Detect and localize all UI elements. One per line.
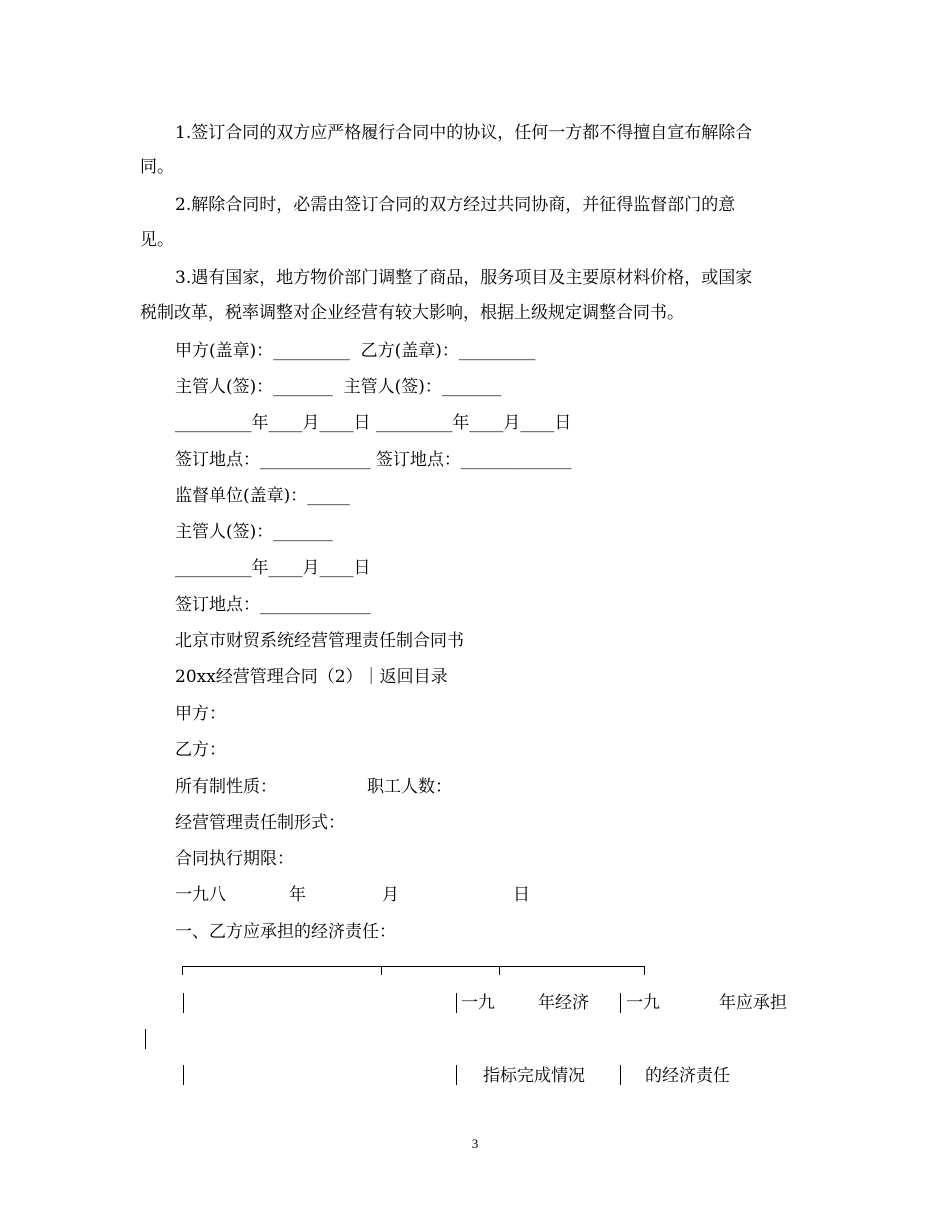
clause-3-line-2: 税制改革，税率调整对企业经营有较大影响，根据上级规定调整合同书。 (140, 303, 684, 323)
page-number: 3 (471, 1136, 479, 1151)
term-month-label: 月 (382, 885, 399, 905)
clause-2-line-2: 见。 (140, 230, 174, 250)
table-col2-row2: 指标完成情况 (483, 1066, 585, 1086)
clause-2-line-1: 2.解除合同时，必需由签订合同的双方经过共同协商，并征得监督部门的意 (175, 195, 736, 215)
contract-subtitle: 20xx经营管理合同（2）｜返回目录 (175, 667, 448, 687)
table-row2-bar-left (183, 1065, 184, 1085)
table-row1-bar-left (183, 993, 184, 1013)
term-year-prefix: 一九八 (175, 885, 226, 905)
term-day-label: 日 (513, 885, 530, 905)
party-seal-line: 甲方(盖章)：_________ 乙方(盖章)：_________ (175, 341, 536, 361)
supervisor-place-line: 签订地点：_____________ (175, 595, 371, 615)
table-col2-row1-prefix: 一九 (461, 993, 495, 1013)
signing-place-line: 签订地点：_____________ 签订地点：_____________ (175, 450, 572, 470)
table-row2-bar-mid (456, 1065, 457, 1085)
party-b-label: 乙方： (175, 740, 226, 760)
clause-3-line-1: 3.遇有国家，地方物价部门调整了商品，服务项目及主要原材料价格，或国家 (175, 268, 753, 288)
responsibility-form-label: 经营管理责任制形式： (175, 813, 345, 833)
table-col3-row1-prefix: 一九 (626, 993, 660, 1013)
signing-date-line: _________年____月____日 _________年____月____日 (175, 413, 572, 433)
table-top-tick-3 (499, 966, 500, 975)
contract-title: 北京市财贸系统经营管理责任制合同书 (175, 631, 464, 651)
table-wrap-bar (145, 1029, 146, 1049)
term-year-label: 年 (289, 885, 306, 905)
section-1-heading: 一、乙方应承担的经济责任： (175, 922, 396, 942)
table-top-tick-2 (381, 966, 382, 975)
clause-1-line-2: 同。 (140, 157, 174, 177)
clause-1-line-1: 1.签订合同的双方应严格履行合同中的协议，任何一方都不得擅自宣布解除合 (175, 123, 753, 143)
table-top-tick-left (182, 966, 183, 975)
contract-term-label: 合同执行期限： (175, 849, 294, 869)
table-col2-row1-suffix: 年经济 (538, 993, 589, 1013)
ownership-label: 所有制性质： (175, 777, 277, 797)
table-col3-row2: 的经济责任 (645, 1066, 730, 1086)
manager-signature-line: 主管人(签)：_______ 主管人(签)：_______ (175, 377, 502, 397)
table-col3-row1-suffix: 年应承担 (719, 993, 787, 1013)
table-top-tick-right (644, 966, 645, 975)
table-row2-bar-right (620, 1065, 621, 1085)
party-a-label: 甲方： (175, 704, 226, 724)
table-top-border (182, 966, 645, 967)
table-row1-bar-mid (456, 993, 457, 1013)
staff-count-label: 职工人数： (367, 777, 452, 797)
supervisor-date-line: _________年____月____日 (175, 558, 371, 578)
supervisor-seal-line: 监督单位(盖章)：_____ (175, 486, 350, 506)
supervisor-manager-line: 主管人(签)：_______ (175, 522, 333, 542)
table-row1-bar-right (620, 993, 621, 1013)
